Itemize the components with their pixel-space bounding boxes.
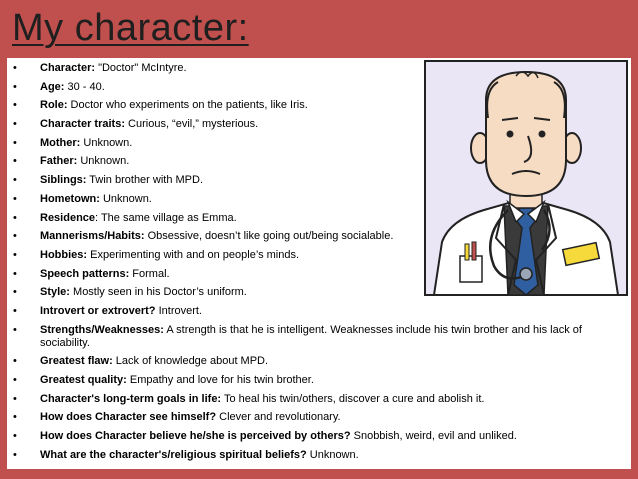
bullet-beliefs: • What are the character's/religious spiritual beliefs? Unknown. (7, 449, 629, 462)
bullet-mother: • Mother: Unknown. (7, 137, 629, 150)
bullet-siblings: • Siblings: Twin brother with MPD. (7, 174, 629, 187)
bullet-character-traits: • Character traits: Curious, “evil,” mysterious. (7, 118, 629, 131)
content-panel (7, 58, 631, 469)
bullet-perceived-by-others: • How does Character believe he/she is perceived by others? Snobbish, weird, evil and unliked. (7, 430, 629, 443)
bullet-role: • Role: Doctor who experiments on the patients, like Iris. (7, 99, 629, 112)
bullet-greatest-flaw: • Greatest flaw: Lack of knowledge about MPD. (7, 355, 629, 368)
slide-title: My character: (12, 7, 249, 49)
bullet-strengths-weaknesses: • Strengths/Weaknesses: A strength is that he is intelligent. Weaknesses include his twin brother and his lack of sociability. (7, 324, 622, 350)
bullet-hobbies: • Hobbies: Experimenting with and on people’s minds. (7, 249, 629, 262)
bullet-residence: • Residence: The same village as Emma. (7, 212, 629, 225)
bullet-self-view: • How does Character see himself? Clever and revolutionary. (7, 411, 629, 424)
bullet-long-term-goals: • Character's long-term goals in life: To heal his twin/others, discover a cure and abolish it. (7, 393, 629, 406)
bullet-hometown: • Hometown: Unknown. (7, 193, 629, 206)
bullet-age: • Age: 30 - 40. (7, 81, 629, 94)
bullet-mannerisms: • Mannerisms/Habits: Obsessive, doesn’t like going out/being socialable. (7, 230, 629, 243)
bullet-father: • Father: Unknown. (7, 155, 629, 168)
character-bullet-list (7, 62, 629, 467)
bullet-greatest-quality: • Greatest quality: Empathy and love for his twin brother. (7, 374, 629, 387)
bullet-style: • Style: Mostly seen in his Doctor’s uniform. (7, 286, 629, 299)
bullet-speech-patterns: • Speech patterns: Formal. (7, 268, 629, 281)
bullet-character: • Character: "Doctor" McIntyre. (7, 62, 629, 75)
bullet-introvert-extrovert: • Introvert or extrovert? Introvert. (7, 305, 629, 318)
